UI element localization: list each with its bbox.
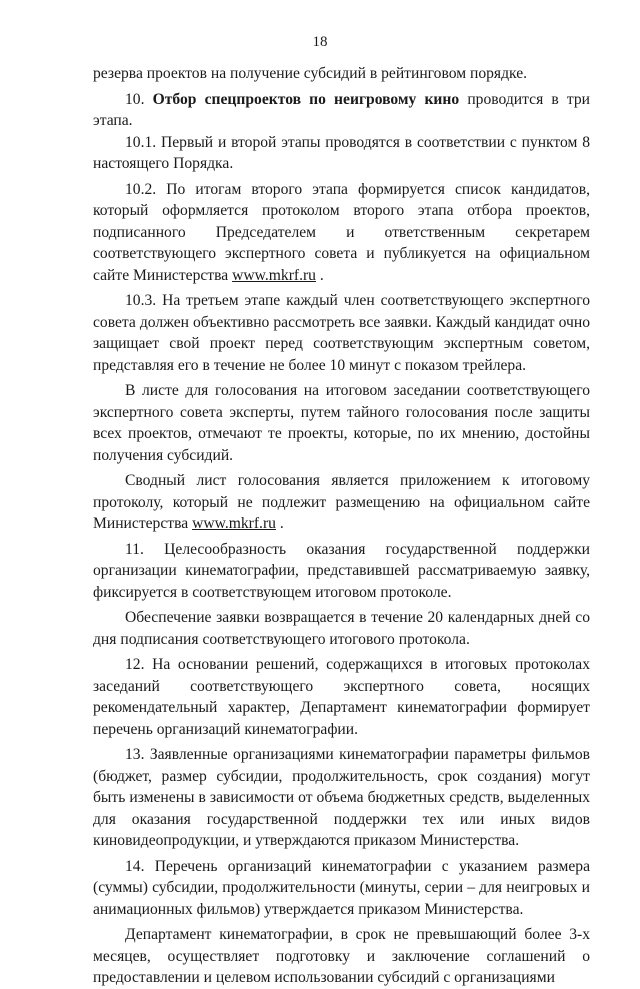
- paragraph-10-2-end: .: [315, 266, 324, 284]
- paragraph-13: 13. Заявленные организациями кинематографии параметры фильмов (бюджет, размер субсидии, продолжительность, срок создания) могут быть изменены в зависимости от объема бюджетных средств, выделенных для оказания государственной поддержки тех или иных видов киновидеопродукции, и утверждаются приказом Министерства.: [93, 746, 590, 849]
- paragraph-summary-sheet-end: .: [275, 515, 284, 532]
- paragraph-10-prefix: 10.: [125, 90, 153, 108]
- paragraph-10-3: 10.3. На третьем этапе каждый член соответствующего экспертного совета должен объективно рассмотреть все заявки. Каждый кандидат очно защищает свой проект перед соответствующим экспертным советом, представляя его в течение не более 10 минут с показом трейлера.: [93, 292, 590, 374]
- document-body: [93, 63, 590, 989]
- paragraph-10: [93, 89, 590, 132]
- paragraph-continuation: резерва проектов на получение субсидий в рейтинговом порядке.: [93, 65, 528, 82]
- paragraph-application-security: Обеспечение заявки возвращается в течение 20 календарных дней со дня подписания соответствующего итогового протокола.: [93, 609, 590, 648]
- paragraph-department: Департамент кинематографии, в срок не превышающий более 3-х месяцев, осуществляет подготовку и заключение соглашений о предоставлении и целевом использовании субсидий с организациями: [93, 926, 590, 986]
- paragraph-11: 11. Целесообразность оказания государственной поддержки организации кинематографии, представившей рассматриваемую заявку, фиксируется в соответствующем итоговом протоколе.: [93, 540, 590, 601]
- paragraph-voting-sheet: В листе для голосования на итоговом заседании соответствующего экспертного совета эксперты, путем тайного голосования после защиты всех проектов, отмечают те проекты, которые, по их мнению, достойны получения субсидий.: [93, 382, 590, 464]
- ministry-website-link-2[interactable]: www.mkrf.ru: [192, 515, 276, 532]
- paragraph-summary-sheet: [93, 470, 590, 535]
- paragraph-10-2: [93, 179, 590, 287]
- paragraph-summary-sheet-text: Сводный лист голосования является приложением к итоговому протоколу, который не подлежит размещению на официальном сайте Министерства: [93, 472, 590, 532]
- page-number: 18: [312, 34, 328, 50]
- paragraph-10-1: 10.1. Первый и второй этапы проводятся в соответствии с пунктом 8 настоящего Порядка.: [93, 133, 590, 172]
- paragraph-14: 14. Перечень организаций кинематографии с указанием размера (суммы) субсидии, продолжительности (минуты, серии – для неигровых и анимационных фильмов) утверждается приказом Министерства.: [93, 857, 590, 918]
- paragraph-10-heading: Отбор спецпроектов по неигровому кино: [152, 90, 460, 108]
- paragraph-10-suffix: проводится в три этапа.: [93, 90, 590, 129]
- paragraph-12: 12. На основании решений, содержащихся в итоговых протоколах заседаний соответствующего экспертного совета, носящих рекомендательный характер, Департамент кинематографии формирует перечень организаций кинематографии.: [93, 656, 590, 738]
- paragraph-10-2-text: 10.2. По итогам второго этапа формируется список кандидатов, который оформляется протоколом второго этапа отбора проектов, подписанного Председателем и ответственным секретарем соответствующего экспертного совета и публикуется на официальном сайте Министерства: [93, 180, 590, 284]
- ministry-website-link[interactable]: www.mkrf.ru: [232, 266, 316, 284]
